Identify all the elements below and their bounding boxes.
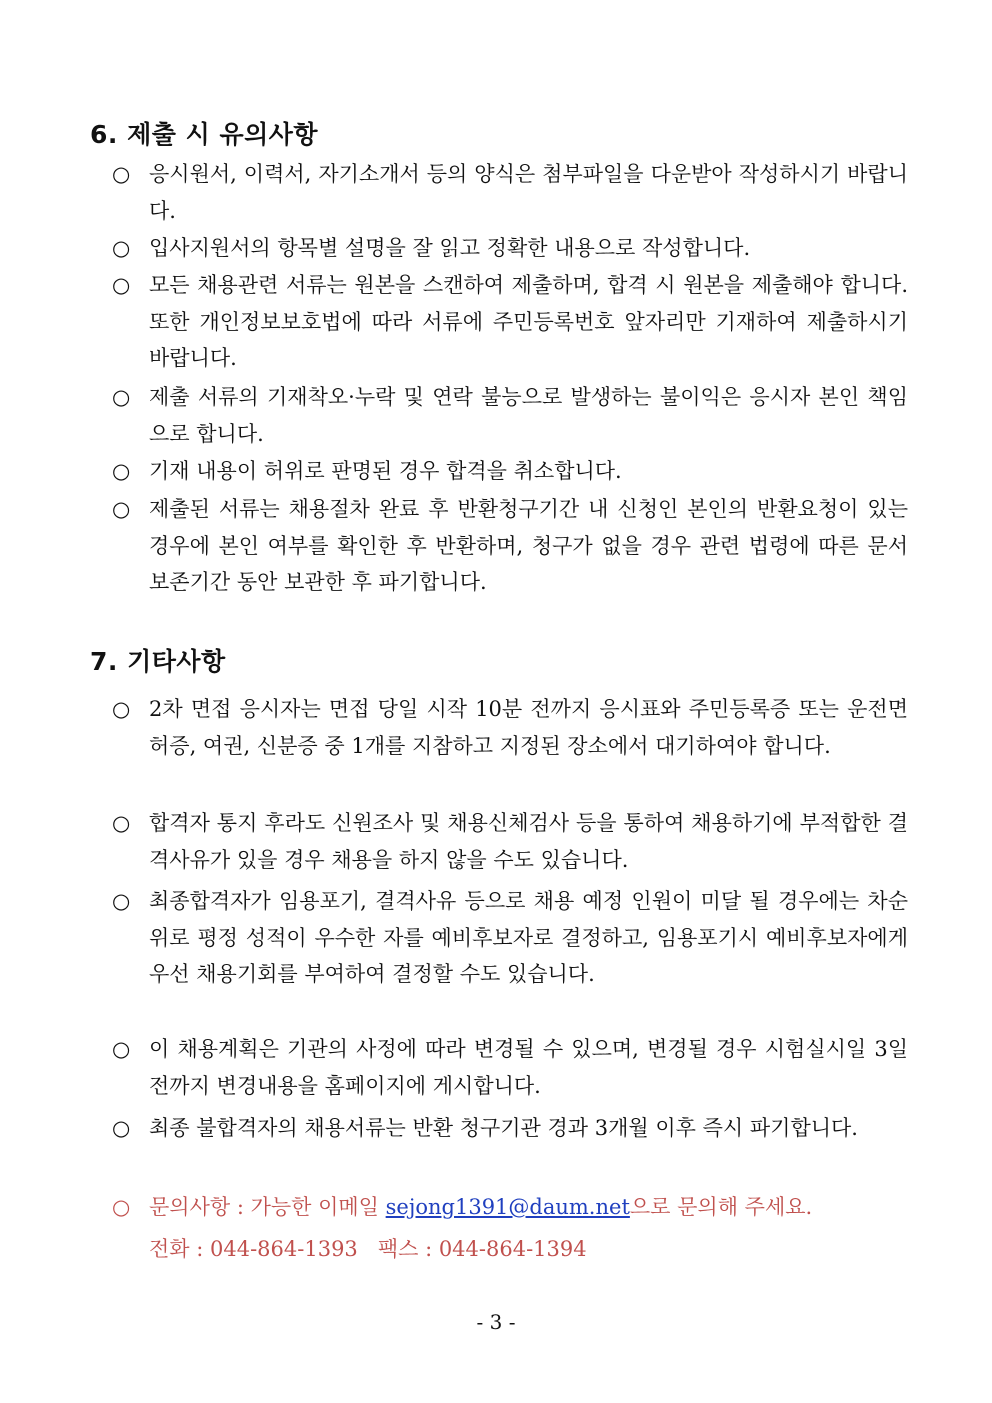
contact-prefix: 문의사항 : 가능한 이메일 [149,1195,386,1219]
list-item-text: 이 채용계획은 기관의 사정에 따라 변경될 수 있으며, 변경될 경우 시험실시일 3일 전까지 변경내용을 홈페이지에 게시합니다. [149,1037,908,1098]
circle-bullet-icon: ○ [112,459,131,483]
circle-bullet-icon: ○ [112,385,131,409]
contact-suffix: 으로 문의해 주세요. [629,1195,813,1219]
list-item-text: 2차 면접 응시자는 면접 당일 시작 10분 전까지 응시표와 주민등록증 또는 운전면허증, 여권, 신분증 중 1개를 지참하고 지정된 장소에서 대기하여야 합니다. [149,697,908,758]
circle-bullet-icon: ○ [112,1037,131,1061]
circle-bullet-icon: ○ [112,162,131,186]
circle-bullet-icon: ○ [112,1195,131,1219]
list-item [112,805,908,878]
list-item-text: 입사지원서의 항목별 설명을 잘 읽고 정확한 내용으로 작성합니다. [149,236,751,260]
contact-phone-fax: 전화 : 044-864-1393 팩스 : 044-864-1394 [149,1237,587,1261]
list-item [112,691,908,764]
contact-text [149,1189,908,1226]
circle-bullet-icon: ○ [112,697,131,721]
page-number: - 3 - [476,1310,516,1334]
list-item [112,267,908,377]
list-item-text: 최종 불합격자의 채용서류는 반환 청구기관 경과 3개월 이후 즉시 파기합니다. [149,1116,858,1140]
list-item-text: 제출 서류의 기재착오·누락 및 연락 불능으로 발생하는 불이익은 응시자 본인 책임으로 합니다. [149,385,908,446]
list-item-text: 응시원서, 이력서, 자기소개서 등의 양식은 첨부파일을 다운받아 작성하시기 바랍니다. [149,162,908,223]
list-item [112,230,908,267]
list-item-text: 제출된 서류는 채용절차 완료 후 반환청구기간 내 신청인 본인의 반환요청이 있는 경우에 본인 여부를 확인한 후 반환하며, 청구가 없을 경우 관련 법령에 따른 문서 보존기간 동안 보관한 후 파기합니다. [149,497,908,594]
circle-bullet-icon: ○ [112,236,131,260]
list-item-text: 기재 내용이 허위로 판명된 경우 합격을 취소합니다. [149,459,622,483]
circle-bullet-icon: ○ [112,273,131,297]
email-link[interactable]: sejong1391@daum.net [385,1195,630,1219]
list-item [112,491,908,601]
list-item [112,379,908,452]
list-item [112,1031,908,1104]
list-item-text: 최종합격자가 임용포기, 결격사유 등으로 채용 예정 인원이 미달 될 경우에는 차순위로 평정 성적이 우수한 자를 예비후보자로 결정하고, 임용포기시 예비후보자에게 우선 채용기회를 부여하여 결정할 수도 있습니다. [149,889,908,986]
circle-bullet-icon: ○ [112,811,131,835]
contact-item [112,1189,908,1226]
circle-bullet-icon: ○ [112,497,131,521]
list-item-text: 모든 채용관련 서류는 원본을 스캔하여 제출하며, 합격 시 원본을 제출해야 합니다. 또한 개인정보보호법에 따라 서류에 주민등록번호 앞자리만 기재하여 제출하시기 바랍니다. [149,273,908,370]
list-item [112,1110,908,1147]
circle-bullet-icon: ○ [112,1116,131,1140]
list-item [112,883,908,993]
list-item-text: 합격자 통지 후라도 신원조사 및 채용신체검사 등을 통하여 채용하기에 부적합한 결격사유가 있을 경우 채용을 하지 않을 수도 있습니다. [149,811,908,872]
section-7-title: 7. 기타사항 [90,647,226,676]
list-item [112,453,908,490]
circle-bullet-icon: ○ [112,889,131,913]
list-item [112,156,908,229]
section-6-title: 6. 제출 시 유의사항 [90,120,319,149]
